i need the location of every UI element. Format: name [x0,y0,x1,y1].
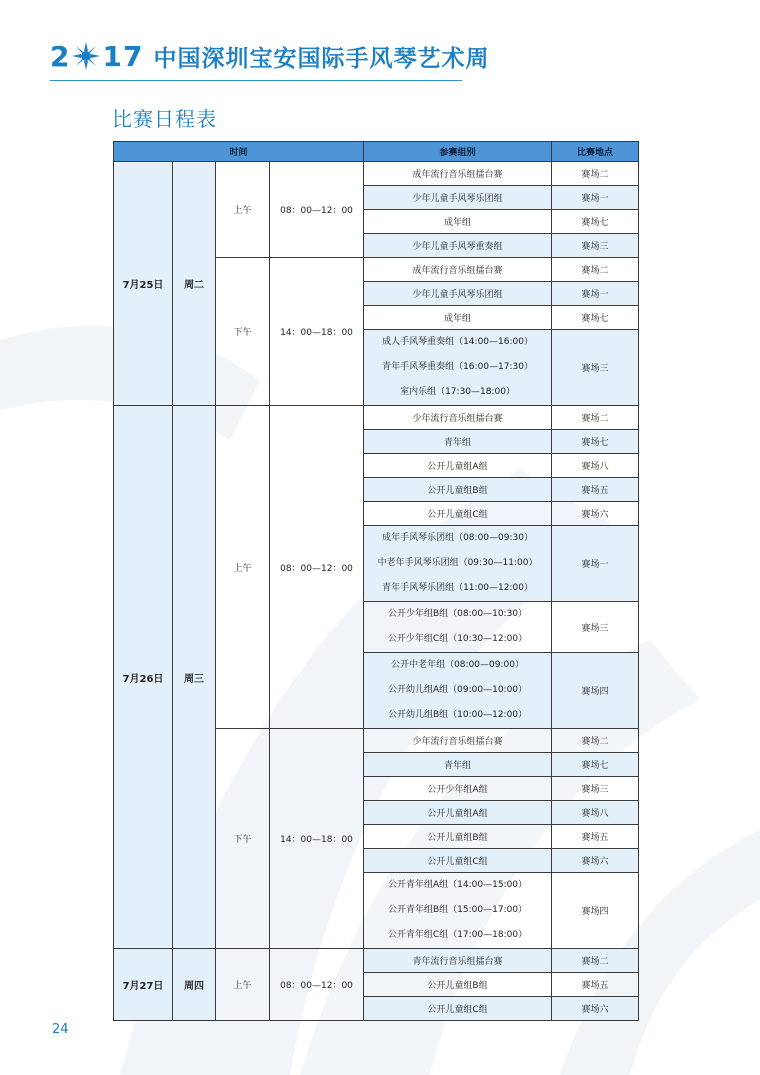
venue-cell: 赛场六 [552,849,639,873]
period-cell: 上午 [216,162,270,258]
group-cell: 少年儿童手风琴乐团组 [364,282,552,306]
period-cell: 上午 [216,949,270,1021]
section-title: 比赛日程表 [112,107,217,131]
header-divider [50,80,462,81]
venue-cell: 赛场七 [552,430,639,454]
group-cell: 成年组 [364,210,552,234]
time-range-cell: 08：00—12：00 [270,949,364,1021]
venue-cell: 赛场三 [552,234,639,258]
group-line: 公开少年组C组（10:30—12:00） [387,634,528,644]
period-cell: 下午 [216,258,270,406]
venue-cell: 赛场四 [552,653,639,729]
weekday-cell: 周三 [173,406,216,949]
header-time: 时间 [114,142,364,162]
year-prefix: 2 [50,39,71,73]
date-cell: 7月27日 [114,949,173,1021]
venue-cell: 赛场六 [552,997,639,1021]
time-range-cell: 08：00—12：00 [270,162,364,258]
venue-cell: 赛场一 [552,282,639,306]
table-row [114,406,639,430]
venue-cell: 赛场三 [552,777,639,801]
time-range-cell: 14：00—18：00 [270,258,364,406]
group-cell: 少年儿童手风琴乐团组 [364,186,552,210]
group-line: 公开青年组B组（15:00—17:00） [387,905,528,915]
venue-cell: 赛场七 [552,753,639,777]
group-cell: 少年儿童手风琴重奏组 [364,234,552,258]
venue-cell: 赛场五 [552,973,639,997]
group-line: 公开青年组C组（17:00—18:00） [387,930,528,940]
group-cell: 公开儿童组C组 [364,502,552,526]
group-cell [364,602,552,653]
table-row [114,162,639,186]
period-cell: 上午 [216,406,270,729]
group-line: 公开中老年组（08:00—09:00） [391,660,524,670]
group-cell: 青年组 [364,430,552,454]
group-line: 室内乐组（17:30—18:00） [400,387,515,397]
group-cell: 成年流行音乐组擂台赛 [364,258,552,282]
venue-cell: 赛场一 [552,186,639,210]
group-cell: 成年组 [364,306,552,330]
year-logo [50,40,143,73]
group-cell: 青年流行音乐组擂台赛 [364,949,552,973]
venue-cell: 赛场一 [552,526,639,602]
venue-cell: 赛场六 [552,502,639,526]
venue-cell: 赛场二 [552,406,639,430]
header-group: 参赛组别 [364,142,552,162]
group-cell: 公开儿童组B组 [364,825,552,849]
venue-cell: 赛场三 [552,330,639,406]
group-line: 公开青年组A组（14:00—15:00） [388,880,528,890]
venue-cell: 赛场三 [552,602,639,653]
group-cell [364,653,552,729]
group-line: 青年手风琴乐团组（11:00—12:00） [382,583,533,593]
schedule-body [114,162,639,1021]
event-title: 中国深圳宝安国际手风琴艺术周 [153,45,490,72]
time-range-cell: 14：00—18：00 [270,729,364,949]
weekday-cell: 周二 [173,162,216,406]
group-line: 中老年手风琴乐团组（09:30—11:00） [377,558,538,568]
group-cell: 少年流行音乐组擂台赛 [364,406,552,430]
venue-cell: 赛场二 [552,729,639,753]
group-cell: 公开儿童组B组 [364,478,552,502]
group-cell: 公开少年组A组 [364,777,552,801]
header-venue: 比赛地点 [552,142,639,162]
year-suffix: 17 [102,39,144,73]
group-cell: 公开儿童组B组 [364,973,552,997]
weekday-cell: 周四 [173,949,216,1021]
group-line: 青年手风琴重奏组（16:00—17:30） [382,362,533,372]
venue-cell: 赛场七 [552,306,639,330]
group-line: 成人手风琴重奏组（14:00—16:00） [382,337,533,347]
group-cell: 公开儿童组A组 [364,801,552,825]
schedule-table [113,141,639,1021]
date-cell: 7月26日 [114,406,173,949]
group-cell: 少年流行音乐组擂台赛 [364,729,552,753]
group-cell: 公开儿童组C组 [364,849,552,873]
sunburst-icon [71,41,101,71]
group-line: 公开幼儿组A组（09:00—10:00） [388,685,528,695]
page-number: 24 [52,1022,69,1037]
group-cell: 公开儿童组A组 [364,454,552,478]
group-line: 成年手风琴乐团组（08:00—09:30） [382,533,533,543]
venue-cell: 赛场五 [552,825,639,849]
group-cell [364,873,552,949]
group-cell: 公开儿童组C组 [364,997,552,1021]
time-range-cell: 08：00—12：00 [270,406,364,729]
group-cell: 青年组 [364,753,552,777]
venue-cell: 赛场五 [552,478,639,502]
group-line: 公开幼儿组B组（10:00—12:00） [387,710,528,720]
group-line: 公开少年组B组（08:00—10:30） [387,609,528,619]
date-cell: 7月25日 [114,162,173,406]
venue-cell: 赛场八 [552,454,639,478]
venue-cell: 赛场二 [552,162,639,186]
venue-cell: 赛场二 [552,258,639,282]
period-cell: 下午 [216,729,270,949]
venue-cell: 赛场七 [552,210,639,234]
venue-cell: 赛场四 [552,873,639,949]
venue-cell: 赛场八 [552,801,639,825]
table-row [114,949,639,973]
group-cell: 成年流行音乐组擂台赛 [364,162,552,186]
table-header-row [114,142,639,162]
group-cell [364,526,552,602]
venue-cell: 赛场二 [552,949,639,973]
group-cell [364,330,552,406]
page-header [50,38,489,74]
